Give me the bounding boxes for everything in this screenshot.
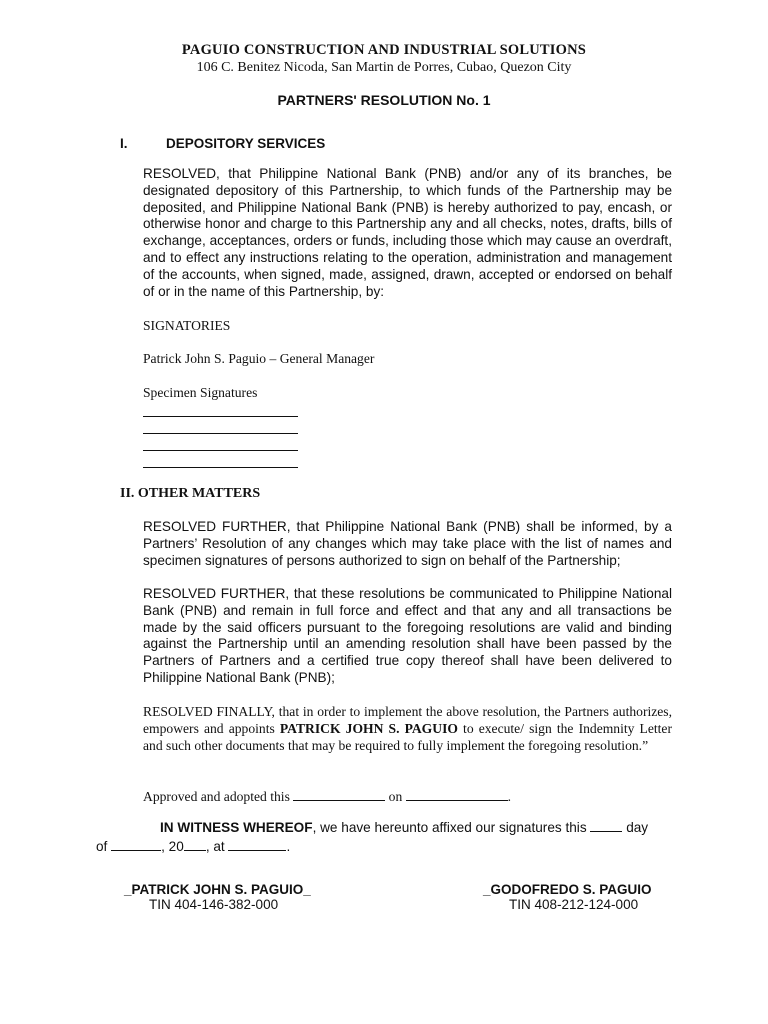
specimen-signature-line: [143, 416, 298, 417]
approved-on-blank[interactable]: [406, 788, 508, 801]
signatory-1-tin: TIN 404-146-382-000: [149, 897, 279, 912]
specimen-signature-line: [143, 450, 298, 451]
witness-bold: IN WITNESS WHEREOF: [160, 820, 313, 835]
specimen-signature-line: [143, 433, 298, 434]
company-name: PAGUIO CONSTRUCTION AND INDUSTRIAL SOLUTIONS: [181, 42, 587, 58]
approved-date-blank[interactable]: [293, 788, 385, 801]
section-2-title: II. OTHER MATTERS: [120, 486, 261, 501]
resolved-finally-text-end: to execute/ sign the Indemnity Letter and such other documents that may be required to fully implement the foregoing resolution.”: [143, 720, 672, 753]
specimen-signature-line: [143, 467, 298, 468]
witness-place-blank[interactable]: [228, 838, 286, 851]
witness-text-5: , at: [205, 839, 225, 854]
appointee-name: PATRICK JOHN S. PAGUIO: [279, 720, 458, 736]
witness-text-6: .: [286, 839, 291, 854]
approved-text: Approved and adopted this: [143, 789, 290, 804]
resolved-further-1-paragraph: RESOLVED FURTHER, that Philippine National Bank (PNB) shall be informed, by a Partners’ Resolution of any changes which may take place with the list of names and specimen signatures of persons authorized to sign on behalf of the Partnership;: [143, 519, 672, 568]
section-1-number: I.: [120, 136, 128, 151]
signatories-label: SIGNATORIES: [143, 318, 231, 333]
witness-line-2: [96, 837, 676, 856]
resolved-further-2-paragraph: RESOLVED FURTHER, that these resolutions be communicated to Philippine National Bank (PNB) and remain in full force and effect and that any and all transactions be made by the said officers pursuant to the foregoing resolutions are valid and binding against the Partnership until an amending resolution shall have been passed by the Partners of Partners and a certified true copy thereof shall have been delivered to Philippine National Bank (PNB);: [143, 586, 672, 685]
approved-end-text: .: [507, 789, 512, 804]
witness-text-2: day: [626, 820, 649, 835]
document-title: PARTNERS' RESOLUTION No. 1: [277, 92, 491, 108]
resolved-depository-paragraph: RESOLVED, that Philippine National Bank (PNB) and/or any of its branches, be designated depository of this Partnership, to which funds of the Partnership may be deposited, and Philippine National Bank (PNB) is hereby authorized to pay, encash, or otherwise honor and charge to this Partnership any and all checks, notes, drafts, bills of exchange, acceptances, orders or funds, including those which may cause an overdraft, and to effect any instructions relating to the operation, administration and management of the accounts, when signed, made, assigned, drawn, accepted or endorsed on behalf of or in the name of this Partnership, by:: [143, 166, 672, 299]
witness-day-blank[interactable]: [590, 819, 622, 832]
witness-text-1: , we have hereunto affixed our signatures this: [312, 820, 587, 835]
company-address: 106 C. Benitez Nicoda, San Martin de Porres, Cubao, Quezon City: [196, 60, 572, 75]
signatory-name: Patrick John S. Paguio – General Manager: [143, 351, 375, 366]
witness-paragraph: [96, 818, 676, 856]
section-1-title: DEPOSITORY SERVICES: [166, 136, 326, 151]
witness-year-blank[interactable]: [184, 838, 206, 851]
approved-adopted-line: [143, 788, 511, 805]
resolved-finally-paragraph: [143, 704, 672, 754]
signatory-1-name: _PATRICK JOHN S. PAGUIO_: [124, 882, 311, 897]
witness-line-1: [96, 818, 676, 837]
approved-on-text: on: [388, 789, 403, 804]
witness-month-blank[interactable]: [111, 838, 161, 851]
signatory-2-tin: TIN 408-212-124-000: [509, 897, 639, 912]
resolved-finally-text: RESOLVED FINALLY, that in order to implement the above resolution, the Partners authorizes, empowers and appoints: [143, 704, 672, 736]
witness-text-3: of: [96, 839, 108, 854]
specimen-signatures-label: Specimen Signatures: [143, 385, 258, 400]
signatory-2-name: _GODOFREDO S. PAGUIO: [483, 882, 652, 897]
witness-text-4: , 20: [161, 839, 184, 854]
